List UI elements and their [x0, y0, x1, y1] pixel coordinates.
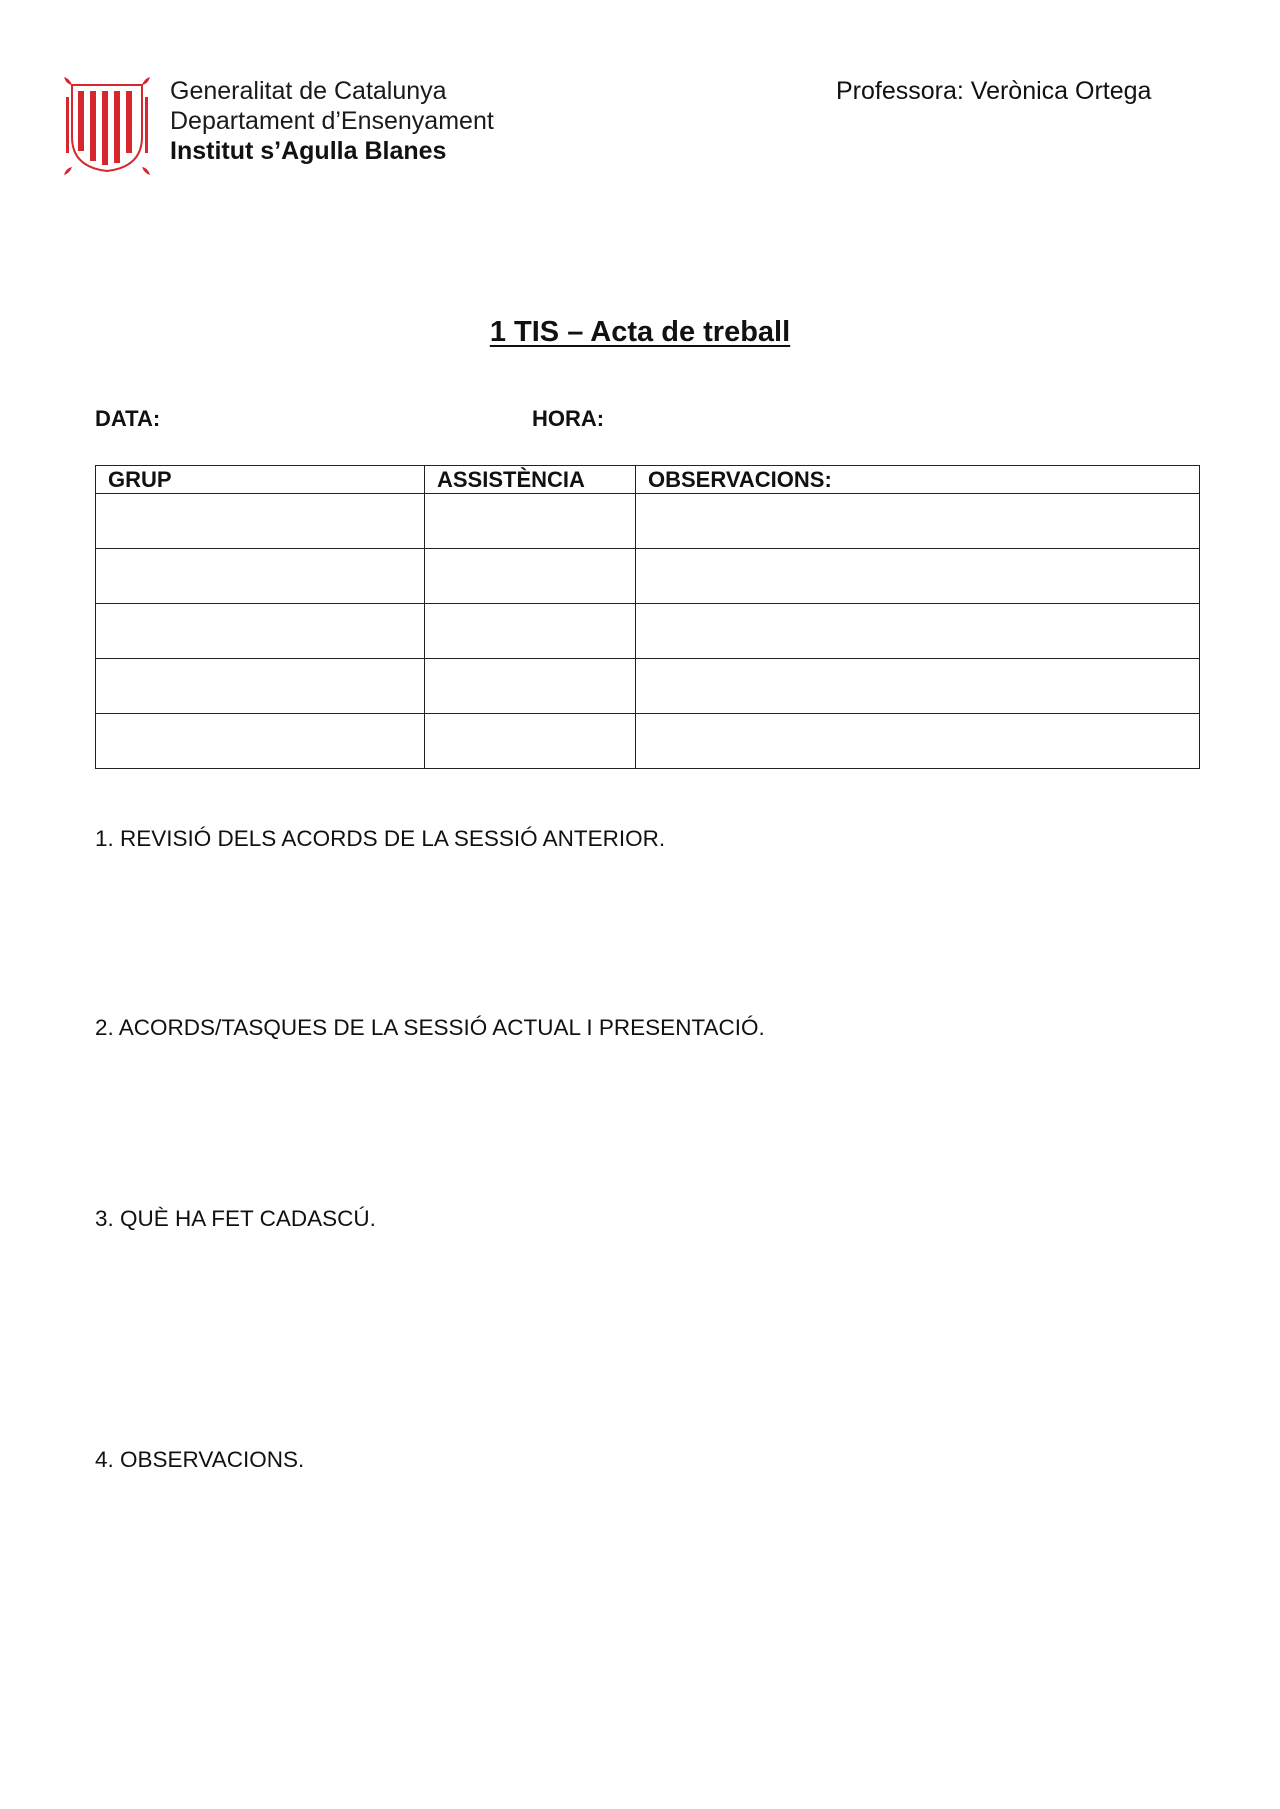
- table-row: [96, 604, 1200, 659]
- table-cell: [96, 714, 425, 769]
- table-cell: [636, 714, 1200, 769]
- table-row: [96, 494, 1200, 549]
- table-cell: [636, 604, 1200, 659]
- department-name: Departament d’Ensenyament: [170, 107, 494, 135]
- table-cell: [425, 659, 636, 714]
- table-cell: [96, 659, 425, 714]
- table-cell: [636, 494, 1200, 549]
- table-cell: [425, 494, 636, 549]
- table-cell: [96, 494, 425, 549]
- institute-name: Institut s’Agulla Blanes: [170, 137, 447, 165]
- teacher-name: Professora: Verònica Ortega: [836, 77, 1152, 105]
- table-header-row: [96, 466, 1200, 494]
- column-header-group: GRUP: [96, 466, 425, 494]
- section-heading-previous-agreements: 1. REVISIÓ DELS ACORDS DE LA SESSIÓ ANTERIOR.: [95, 826, 666, 851]
- table-cell: [425, 604, 636, 659]
- section-heading-observations: 4. OBSERVACIONS.: [95, 1447, 305, 1472]
- table-cell: [425, 714, 636, 769]
- table-row: [96, 714, 1200, 769]
- table-cell: [636, 659, 1200, 714]
- column-header-observations: OBSERVACIONS:: [636, 466, 1200, 494]
- column-header-attendance: ASSISTÈNCIA: [425, 466, 636, 494]
- org-name: Generalitat de Catalunya: [170, 77, 447, 105]
- organization-block: [170, 76, 494, 166]
- table-cell: [425, 549, 636, 604]
- section-heading-individual-work: 3. QUÈ HA FET CADASCÚ.: [95, 1206, 376, 1231]
- table-cell: [96, 549, 425, 604]
- table-cell: [636, 549, 1200, 604]
- date-label: DATA:: [95, 406, 161, 431]
- attendance-table: [95, 465, 1200, 769]
- section-heading-current-tasks: 2. ACORDS/TASQUES DE LA SESSIÓ ACTUAL I PRESENTACIÓ.: [95, 1015, 765, 1040]
- document-title: 1 TIS – Acta de treball: [489, 316, 791, 348]
- table-row: [96, 549, 1200, 604]
- table-cell: [96, 604, 425, 659]
- time-label: HORA:: [532, 406, 605, 431]
- generalitat-logo-icon: [64, 77, 150, 175]
- table-row: [96, 659, 1200, 714]
